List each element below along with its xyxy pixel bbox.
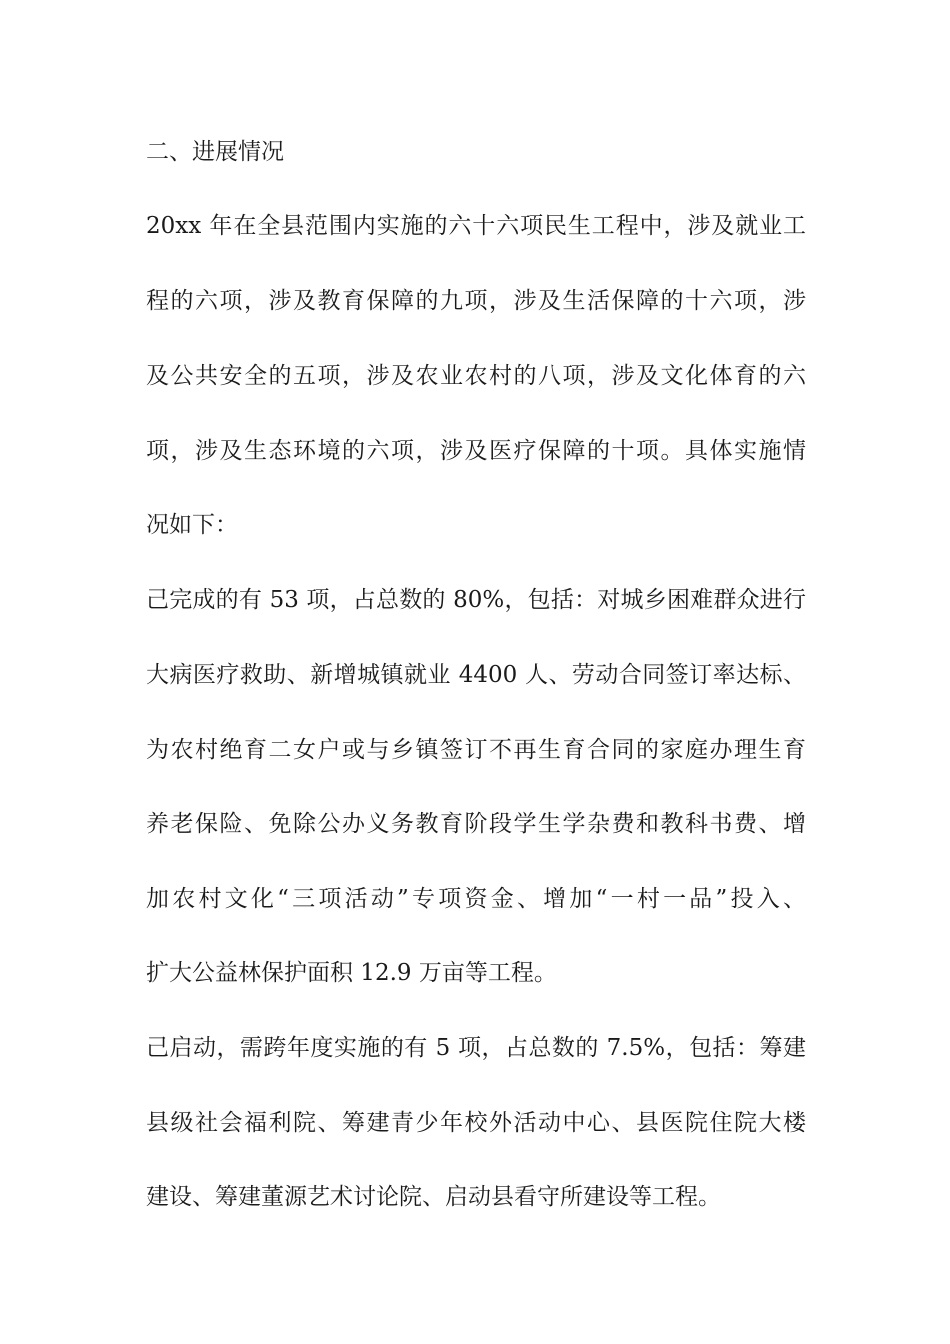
section-heading: 二、进展情况 (146, 139, 284, 165)
paragraph-line: 扩大公益林保护面积 12.9 万亩等工程。 (146, 960, 557, 986)
paragraph-line: 养老保险、免除公办义务教育阶段学生学杂费和教科书费、增 (146, 811, 806, 837)
paragraph-line: 20xx 年在全县范围内实施的六十六项民生工程中，涉及就业工 (146, 213, 806, 239)
paragraph-line: 为农村绝育二女户或与乡镇签订不再生育合同的家庭办理生育 (146, 737, 806, 763)
paragraph-line: 己启动，需跨年度实施的有 5 项，占总数的 7.5%，包括：筹建 (146, 1035, 806, 1061)
paragraph-line: 及公共安全的五项，涉及农业农村的八项，涉及文化体育的六 (146, 363, 806, 389)
paragraph-line: 建设、筹建董源艺术讨论院、启动县看守所建设等工程。 (146, 1184, 721, 1210)
paragraph-line: 己完成的有 53 项，占总数的 80%，包括：对城乡困难群众进行 (146, 587, 806, 613)
paragraph-line: 程的六项，涉及教育保障的九项，涉及生活保障的十六项，涉 (146, 288, 806, 314)
paragraph-line: 加农村文化“三项活动”专项资金、增加“一村一品”投入、 (146, 886, 806, 912)
paragraph-line: 大病医疗救助、新增城镇就业 4400 人、劳动合同签订率达标、 (146, 662, 806, 688)
paragraph-line: 况如下： (146, 512, 238, 538)
paragraph-line: 县级社会福利院、筹建青少年校外活动中心、县医院住院大楼 (146, 1110, 806, 1136)
paragraph-line: 项，涉及生态环境的六项，涉及医疗保障的十项。具体实施情 (146, 438, 806, 464)
